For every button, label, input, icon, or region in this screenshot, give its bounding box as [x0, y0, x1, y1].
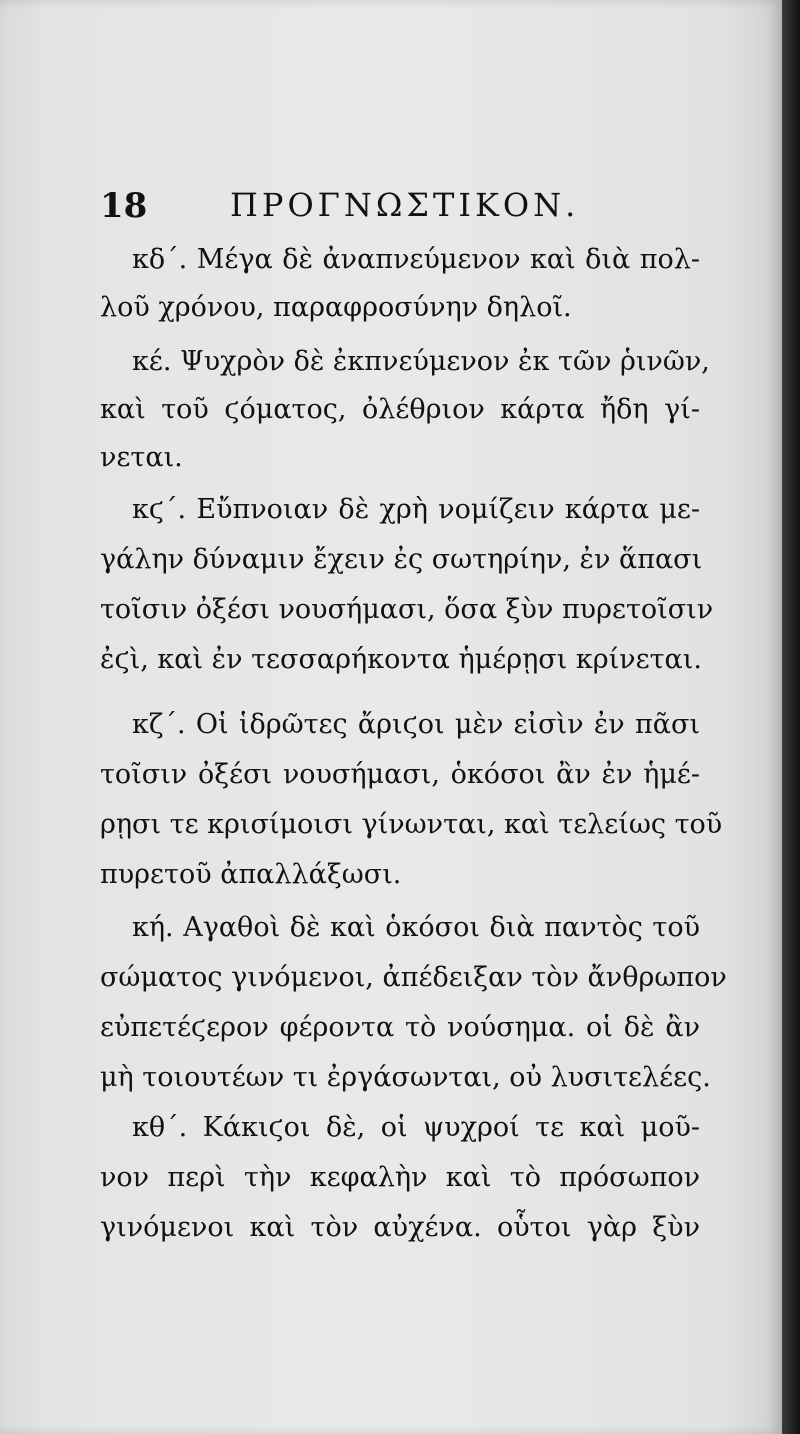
text-line: σώματος γινόμενοι, ἀπέδειξαν τὸν ἄνθρωπον	[100, 962, 727, 993]
page-header	[100, 178, 700, 238]
page-number: 18	[100, 186, 148, 226]
text-line: γινόμενοι καὶ τὸν αὐχένα. οὗτοι γὰρ ξὺν	[100, 1212, 700, 1243]
text-line: εὐπετέϛερον φέροντα τὸ νούσημα. οἱ δὲ ἂν	[100, 1012, 700, 1043]
text-line: κέ. Ψυχρὸν δὲ ἐκπνεύμενον ἐκ τῶν ῥινῶν,	[132, 346, 710, 377]
text-line: κϛ΄. Εὔπνοιαν δὲ χρὴ νομίζειν κάρτα με-	[132, 494, 700, 525]
text-line: νεται.	[100, 442, 183, 473]
text-line: κθ΄. Κάκιϛοι δὲ, οἱ ψυχροί τε καὶ μοῦ-	[132, 1112, 700, 1143]
text-line: ρῃσι τε κρισίμοισι γίνωνται, καὶ τελείως τοῦ	[100, 809, 723, 840]
text-line: κδ΄. Μέγα δὲ ἀναπνεύμενον καὶ διὰ πολ-	[132, 244, 700, 275]
text-line: κή. Αγαθοὶ δὲ καὶ ὁκόσοι διὰ παντὸς τοῦ	[132, 912, 700, 943]
text-line: λοῦ χρόνου, παραφροσύνην δηλοῖ.	[100, 292, 572, 323]
book-spine-edge	[782, 0, 800, 1434]
text-line: τοῖσιν ὀξέσι νουσήμασι, ὁκόσοι ἂν ἐν ἡμέ-	[100, 759, 700, 790]
text-line: καὶ τοῦ ϛόματος, ὀλέθριον κάρτα ἤδη γί-	[100, 394, 700, 425]
text-line: νον περὶ τὴν κεφαλὴν καὶ τὸ πρόσωπον	[100, 1162, 700, 1193]
text-line: πυρετοῦ ἀπαλλάξωσι.	[100, 859, 402, 890]
text-line: μὴ τοιουτέων τι ἐργάσωνται, οὐ λυσιτελέες.	[100, 1062, 711, 1093]
text-line: γάλην δύναμιν ἔχειν ἐς σωτηρίην, ἐν ἅπασι	[100, 544, 703, 575]
running-title: ΠΡΟΓΝΩΣΤΙΚΟΝ.	[230, 186, 580, 224]
text-line: κζ΄. Οἱ ἱδρῶτες ἄριϛοι μὲν εἰσὶν ἐν πᾶσι	[132, 709, 700, 740]
text-line: τοῖσιν ὀξέσι νουσήμασι, ὅσα ξὺν πυρετοῖσιν	[100, 594, 714, 625]
text-line: ἐϛὶ, καὶ ἐν τεσσαρήκοντα ἡμέρῃσι κρίνεται.	[100, 644, 702, 675]
